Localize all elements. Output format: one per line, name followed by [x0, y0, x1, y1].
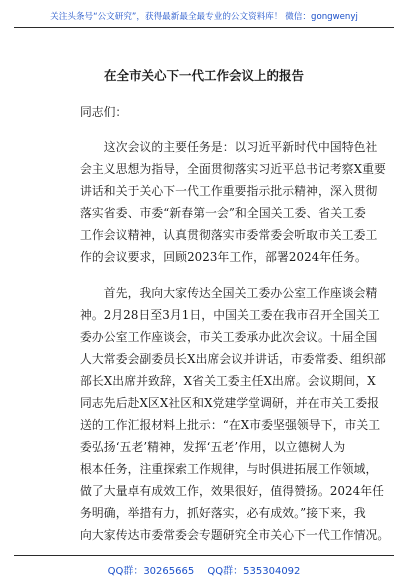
- body-line: 首先，我向大家传达全国关工委办公室工作座谈会精: [80, 286, 378, 300]
- body-line: 部长X出席并致辞，X省关工委主任X出席。会议期间，X: [80, 374, 376, 388]
- body-line: 务明确，举措有力，抓好落实，必有成效。”接下来，我: [80, 506, 366, 520]
- body-line: 人大常委会副委员长X出席会议并讲话，市委常委、组织部: [80, 352, 386, 366]
- body-line: 工作会议精神，认真贯彻落实市委常委会听取市关工委工: [80, 228, 378, 242]
- body-line: 向大家传达市委常委会专题研究全市关心下一代工作情况。: [80, 528, 390, 542]
- body-line: 会主义思想为指导，全面贯彻落实习近平总书记考察X重要: [80, 162, 386, 176]
- footer-qq-groups: QQ群：30265665 QQ群：535304092: [107, 566, 301, 577]
- body-line: 落实省委、市委“新春第一会”和全国关工委、省关工委: [80, 206, 366, 220]
- body-line: 讲话和关于关心下一代工作重要指示批示精神，深入贯彻: [80, 184, 378, 198]
- header-banner: 关注头条号“公文研究”，获得最新最全最专业的公文资料库！ 微信：gongwenyj: [50, 12, 358, 22]
- footer-divider: [14, 555, 394, 556]
- salutation: 同志们：: [80, 105, 128, 119]
- body-line: 做了大量卓有成效工作，效果很好，值得赞扬。2024年任: [80, 484, 385, 498]
- body-line: 神。2月28日至3月1日，中国关工委在我市召开全国关工: [80, 308, 380, 322]
- body-line: 委办公室工作座谈会，市关工委承办此次会议。十届全国: [80, 330, 378, 344]
- body-line: 送的工作汇报材料上批示：“在X市委坚强领导下，市关工: [80, 418, 381, 432]
- body-line: 这次会议的主要任务是：以习近平新时代中国特色社: [80, 140, 378, 154]
- document-title: 在全市关心下一代工作会议上的报告: [103, 68, 304, 83]
- body-line: 同志先后赴X区X社区和X党建学堂调研，并在市关工委报: [80, 396, 380, 410]
- header-divider: [14, 27, 394, 28]
- body-line: 委弘扬‘五老’精神，发挥‘五老’作用，以立德树人为: [80, 440, 346, 454]
- body-line: 作的会议要求，回顾2023年工作，部署2024年任务。: [80, 250, 367, 264]
- body-line: 根本任务，注重探索工作规律，与时俱进拓展工作领域，: [80, 462, 378, 476]
